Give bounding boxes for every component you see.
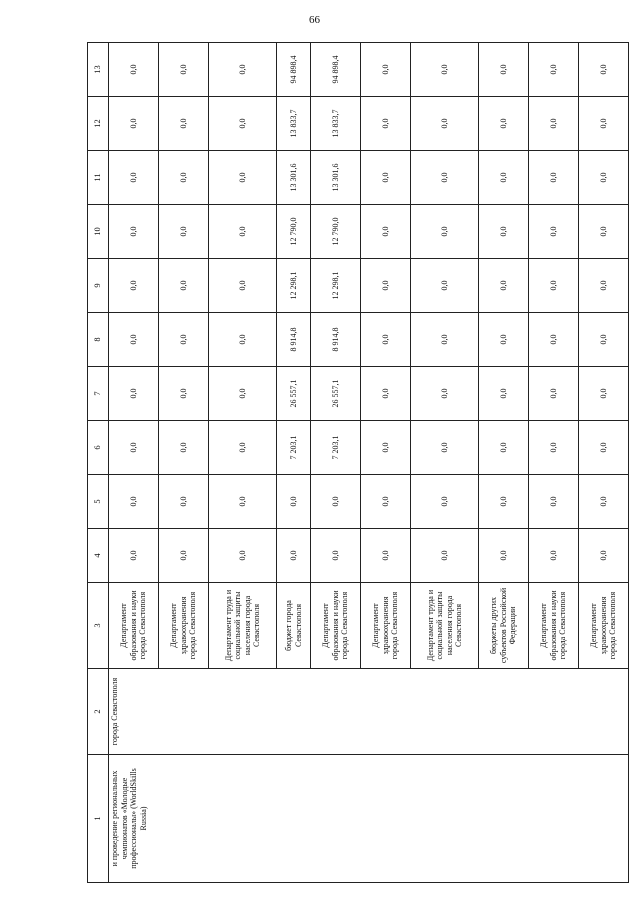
value-cell: 0,0 bbox=[479, 367, 529, 421]
value-cell: 0,0 bbox=[479, 421, 529, 475]
value-cell: 0,0 bbox=[361, 367, 411, 421]
value-cell: 7 203,1 bbox=[311, 421, 361, 475]
value-cell: 0,0 bbox=[411, 529, 479, 583]
value-cell: 0,0 bbox=[159, 151, 209, 205]
value-cell: 0,0 bbox=[479, 529, 529, 583]
value-cell: 0,0 bbox=[479, 205, 529, 259]
value-cell: 26 557,1 bbox=[311, 367, 361, 421]
column-number: 12 bbox=[88, 97, 109, 151]
column-number: 5 bbox=[88, 475, 109, 529]
value-cell: 0,0 bbox=[411, 421, 479, 475]
value-cell: 0,0 bbox=[361, 475, 411, 529]
value-cell: 0,0 bbox=[109, 97, 159, 151]
value-cell: 0,0 bbox=[361, 97, 411, 151]
value-cell: 0,0 bbox=[529, 259, 579, 313]
value-cell: 0,0 bbox=[411, 475, 479, 529]
table-row bbox=[109, 43, 159, 883]
value-cell: 0,0 bbox=[529, 313, 579, 367]
funding-source-cell: Департамент труда и социальной защиты населения города Севастополя bbox=[209, 583, 277, 669]
value-cell: 0,0 bbox=[411, 205, 479, 259]
funding-source-cell: бюджеты других субъектов Российской Федерации bbox=[479, 583, 529, 669]
value-cell: 0,0 bbox=[159, 475, 209, 529]
value-cell: 0,0 bbox=[361, 43, 411, 97]
value-cell: 0,0 bbox=[479, 97, 529, 151]
value-cell: 0,0 bbox=[277, 475, 311, 529]
value-cell: 0,0 bbox=[411, 43, 479, 97]
value-cell: 0,0 bbox=[579, 97, 629, 151]
executor-cell: города Севастополя bbox=[109, 669, 629, 755]
value-cell: 13 833,7 bbox=[277, 97, 311, 151]
funding-source-cell: Департамент труда и социальной защиты населения города Севастополя bbox=[411, 583, 479, 669]
value-cell: 0,0 bbox=[479, 313, 529, 367]
value-cell: 94 898,4 bbox=[277, 43, 311, 97]
value-cell: 0,0 bbox=[529, 367, 579, 421]
value-cell: 0,0 bbox=[579, 151, 629, 205]
value-cell: 0,0 bbox=[479, 151, 529, 205]
value-cell: 0,0 bbox=[361, 259, 411, 313]
value-cell: 0,0 bbox=[109, 421, 159, 475]
value-cell: 7 203,1 bbox=[277, 421, 311, 475]
value-cell: 0,0 bbox=[411, 367, 479, 421]
value-cell: 0,0 bbox=[529, 43, 579, 97]
column-number: 9 bbox=[88, 259, 109, 313]
funding-source-cell: бюджет города Севастополя bbox=[277, 583, 311, 669]
value-cell: 0,0 bbox=[311, 529, 361, 583]
value-cell: 0,0 bbox=[109, 367, 159, 421]
value-cell: 0,0 bbox=[159, 259, 209, 313]
value-cell: 0,0 bbox=[579, 421, 629, 475]
value-cell: 0,0 bbox=[529, 475, 579, 529]
value-cell: 0,0 bbox=[529, 97, 579, 151]
value-cell: 0,0 bbox=[209, 205, 277, 259]
column-number: 8 bbox=[88, 313, 109, 367]
value-cell: 0,0 bbox=[529, 421, 579, 475]
value-cell: 0,0 bbox=[411, 151, 479, 205]
funding-source-cell: Департамент образования и науки города Севастополя bbox=[529, 583, 579, 669]
value-cell: 8 914,8 bbox=[277, 313, 311, 367]
value-cell: 0,0 bbox=[411, 259, 479, 313]
value-cell: 0,0 bbox=[209, 367, 277, 421]
page-number: 66 bbox=[309, 14, 320, 26]
column-number: 2 bbox=[88, 669, 109, 755]
value-cell: 0,0 bbox=[159, 529, 209, 583]
value-cell: 0,0 bbox=[159, 313, 209, 367]
value-cell: 94 898,4 bbox=[311, 43, 361, 97]
value-cell: 0,0 bbox=[109, 151, 159, 205]
value-cell: 0,0 bbox=[579, 313, 629, 367]
value-cell: 0,0 bbox=[109, 529, 159, 583]
value-cell: 0,0 bbox=[209, 259, 277, 313]
funding-source-cell: Департамент образования и науки города Севастополя bbox=[109, 583, 159, 669]
funding-source-cell: Департамент здравоохранения города Севастополя bbox=[159, 583, 209, 669]
value-cell: 0,0 bbox=[361, 313, 411, 367]
column-number: 10 bbox=[88, 205, 109, 259]
value-cell: 0,0 bbox=[109, 475, 159, 529]
value-cell: 0,0 bbox=[579, 367, 629, 421]
value-cell: 0,0 bbox=[209, 421, 277, 475]
value-cell: 12 790,0 bbox=[277, 205, 311, 259]
value-cell: 12 298,1 bbox=[311, 259, 361, 313]
value-cell: 0,0 bbox=[479, 43, 529, 97]
value-cell: 0,0 bbox=[361, 205, 411, 259]
column-number: 1 bbox=[88, 755, 109, 883]
value-cell: 0,0 bbox=[529, 529, 579, 583]
value-cell: 0,0 bbox=[411, 313, 479, 367]
value-cell: 0,0 bbox=[109, 43, 159, 97]
funding-source-cell: Департамент образования и науки города Севастополя bbox=[311, 583, 361, 669]
value-cell: 13 833,7 bbox=[311, 97, 361, 151]
rotated-table-container bbox=[87, 43, 618, 883]
funding-source-cell: Департамент здравоохранения города Севастополя bbox=[361, 583, 411, 669]
value-cell: 0,0 bbox=[159, 421, 209, 475]
value-cell: 0,0 bbox=[529, 205, 579, 259]
column-number: 13 bbox=[88, 43, 109, 97]
value-cell: 0,0 bbox=[109, 313, 159, 367]
value-cell: 0,0 bbox=[277, 529, 311, 583]
value-cell: 0,0 bbox=[209, 151, 277, 205]
budget-table bbox=[87, 42, 629, 883]
column-number: 11 bbox=[88, 151, 109, 205]
column-number-row bbox=[88, 43, 109, 883]
value-cell: 0,0 bbox=[579, 205, 629, 259]
measure-name-cell: и проведение региональных чемпионатов «Молодые профессионалы» (WorldSkills Russia) bbox=[109, 755, 629, 883]
value-cell: 0,0 bbox=[209, 529, 277, 583]
column-number: 6 bbox=[88, 421, 109, 475]
value-cell: 0,0 bbox=[579, 43, 629, 97]
value-cell: 26 557,1 bbox=[277, 367, 311, 421]
value-cell: 0,0 bbox=[529, 151, 579, 205]
value-cell: 0,0 bbox=[159, 97, 209, 151]
value-cell: 0,0 bbox=[579, 259, 629, 313]
value-cell: 0,0 bbox=[411, 97, 479, 151]
value-cell: 0,0 bbox=[361, 151, 411, 205]
funding-source-cell: Департамент здравоохранения города Севастополя bbox=[579, 583, 629, 669]
value-cell: 8 914,8 bbox=[311, 313, 361, 367]
column-number: 3 bbox=[88, 583, 109, 669]
table-frame bbox=[87, 43, 618, 883]
value-cell: 0,0 bbox=[159, 43, 209, 97]
value-cell: 0,0 bbox=[159, 205, 209, 259]
column-number: 7 bbox=[88, 367, 109, 421]
value-cell: 0,0 bbox=[361, 529, 411, 583]
value-cell: 0,0 bbox=[209, 97, 277, 151]
value-cell: 0,0 bbox=[311, 475, 361, 529]
value-cell: 0,0 bbox=[479, 475, 529, 529]
value-cell: 0,0 bbox=[209, 313, 277, 367]
value-cell: 0,0 bbox=[361, 421, 411, 475]
value-cell: 12 298,1 bbox=[277, 259, 311, 313]
value-cell: 0,0 bbox=[159, 367, 209, 421]
value-cell: 0,0 bbox=[109, 205, 159, 259]
value-cell: 13 301,6 bbox=[311, 151, 361, 205]
value-cell: 0,0 bbox=[209, 475, 277, 529]
value-cell: 0,0 bbox=[209, 43, 277, 97]
value-cell: 13 301,6 bbox=[277, 151, 311, 205]
value-cell: 12 790,0 bbox=[311, 205, 361, 259]
value-cell: 0,0 bbox=[579, 475, 629, 529]
column-number: 4 bbox=[88, 529, 109, 583]
value-cell: 0,0 bbox=[479, 259, 529, 313]
value-cell: 0,0 bbox=[109, 259, 159, 313]
value-cell: 0,0 bbox=[579, 529, 629, 583]
